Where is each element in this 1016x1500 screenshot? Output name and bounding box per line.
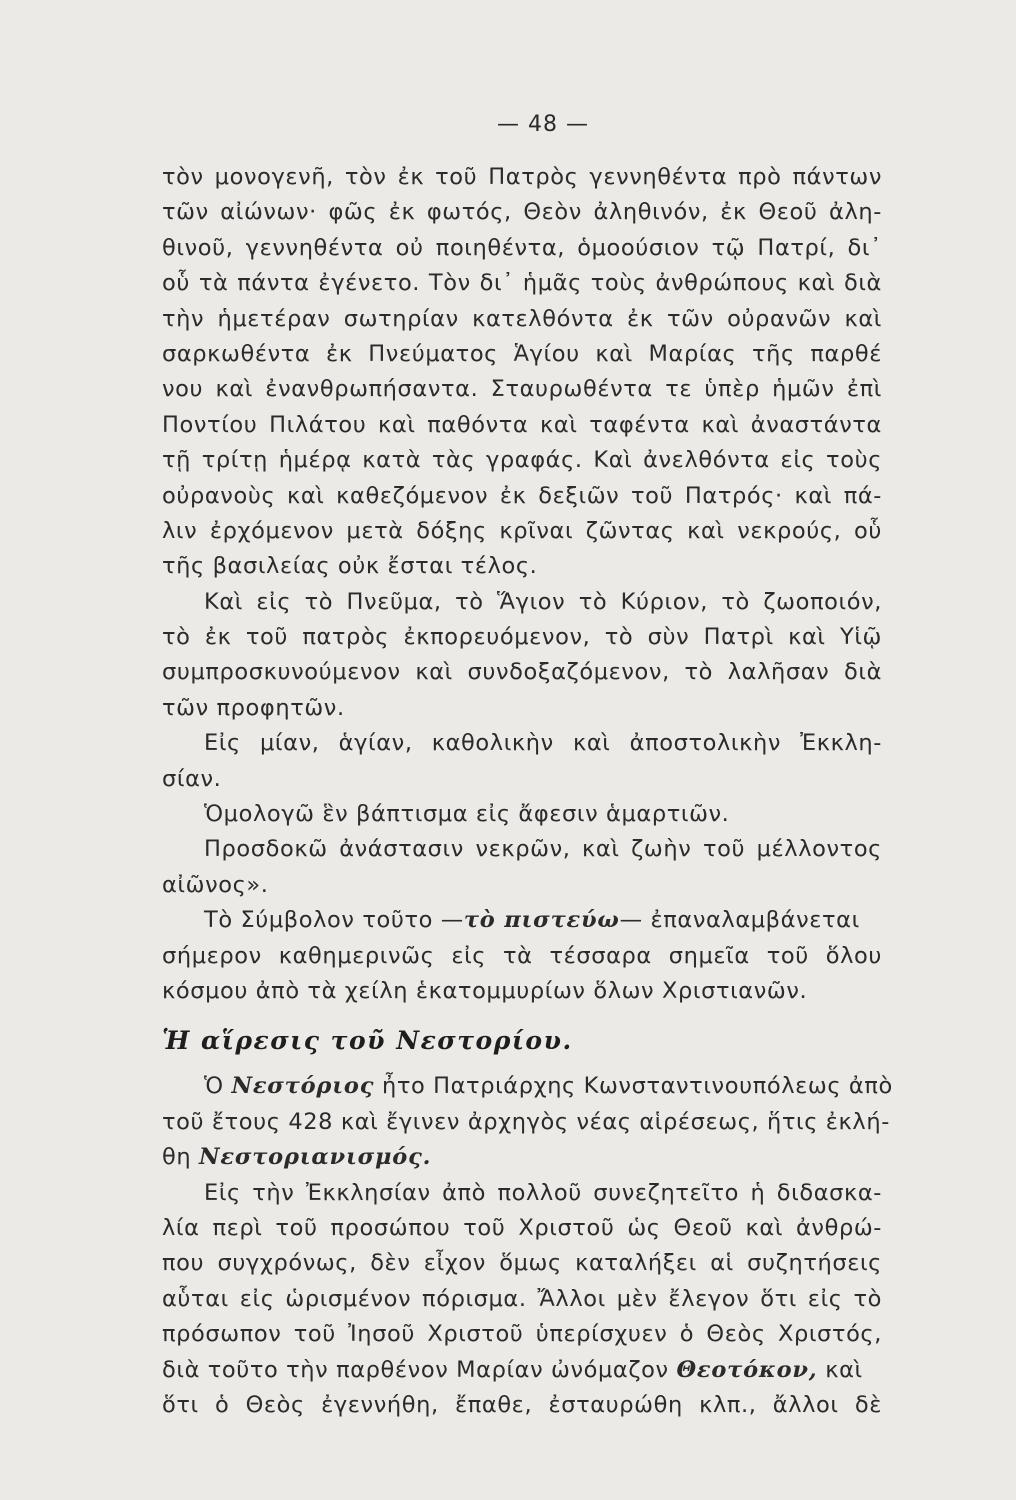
text-line: νου καὶ ἐνανθρωπήσαντα. Σταυρωθέντα τε ὑπὲρ ἡμῶν ἐπὶ [162,376,882,403]
text-line: Καὶ εἰς τὸ Πνεῦμα, τὸ Ἅγιον τὸ Κύριον, τὸ ζωοποιόν, [204,588,882,615]
emphasis-nestorios: Νεστόριος [231,1073,375,1100]
text-line: τοῦ ἔτους 428 καὶ ἔγινεν ἀρχηγὸς νέας αἱρέσεως, ἥτις ἐκλή- [162,1108,890,1135]
text-line: Ποντίου Πιλάτου καὶ παθόντα καὶ ταφέντα καὶ ἀναστάντα [162,411,882,438]
text-line: σήμερον καθημερινῶς εἰς τὰ τέσσαρα σημεῖα τοῦ ὅλου [162,942,882,969]
text-fragment: Ὁ [204,1073,224,1100]
text-fragment: Τὸ Σύμβολον τοῦτο — [204,907,464,934]
text-line: αὗται εἰς ὡρισμένον πόρισμα. Ἄλλοι μὲν ἔλεγον ὅτι εἰς τὸ [162,1285,882,1312]
text-line: τῶν προφητῶν. [162,694,345,721]
body-text [162,160,893,1423]
text-line: Εἰς τὴν Ἐκκλησίαν ἀπὸ πολλοῦ συνεζητεῖτο ἡ διδασκα- [204,1179,882,1206]
text-line: λιν ἐρχόμενον μετὰ δόξης κρῖναι ζῶντας καὶ νεκρούς, οὗ [162,517,882,544]
text-line: Προσδοκῶ ἀνάστασιν νεκρῶν, καὶ ζωὴν τοῦ μέλλοντος [204,836,882,863]
text-line [162,1353,882,1388]
text-fragment: καὶ [825,1356,863,1383]
text-line [162,903,882,938]
text-fragment: διὰ τοῦτο τὴν παρθένον Μαρίαν ὠνόμαζον [162,1356,669,1383]
text-line: τῆς βασιλείας οὐκ ἔσται τέλος. [162,553,538,580]
text-line: κόσμου ἀπὸ τὰ χείλη ἑκατομμυρίων ὅλων Χριστιανῶν. [162,977,808,1004]
text-line [162,1140,882,1175]
text-line: συμπροσκυνούμενον καὶ συνδοξαζόμενον, τὸ λαλῆσαν διὰ [162,659,882,686]
emphasis-creed: τὸ πιστεύω [463,907,620,934]
text-fragment: ἦτο Πατριάρχης Κωνσταντινουπόλεως ἀπὸ [381,1073,893,1100]
section-heading: Ἡ αἵρεσις τοῦ Νεστορίου. [162,1026,573,1056]
text-line: θινοῦ, γεννηθέντα οὐ ποιηθέντα, ὁμοούσιον τῷ Πατρί, δι᾿ [162,234,882,261]
text-line: Εἰς μίαν, ἁγίαν, καθολικὴν καὶ ἀποστολικὴν Ἐκκλη- [204,730,882,757]
text-fragment: — ἐπαναλαμβάνεται [619,907,860,934]
text-line: οὐρανοὺς καὶ καθεζόμενον ἐκ δεξιῶν τοῦ Πατρός· καὶ πά- [162,482,882,509]
text-line: πρόσωπον τοῦ Ἰησοῦ Χριστοῦ ὑπερίσχυεν ὁ Θεὸς Χριστός, [162,1321,882,1348]
text-fragment: θη [162,1144,192,1171]
text-line: που συγχρόνως, δὲν εἶχον ὅμως καταλήξει αἱ συζητήσεις [162,1250,882,1277]
text-line: τὸν μονογενῆ, τὸν ἐκ τοῦ Πατρὸς γεννηθέντα πρὸ πάντων [162,164,882,190]
text-line [162,1069,893,1104]
text-line: οὗ τὰ πάντα ἐγένετο. Τὸν δι᾿ ἡμᾶς τοὺς ἀνθρώπους καὶ διὰ [162,270,882,297]
page-number: — 48 — [497,112,589,137]
emphasis-nestorianism: Νεστοριανισμός. [199,1144,432,1171]
text-line: αἰῶνος». [162,871,269,898]
text-line: σίαν. [162,765,222,792]
text-line: ὅτι ὁ Θεὸς ἐγεννήθη, ἔπαθε, ἐσταυρώθη κλπ., ἄλλοι δὲ [162,1391,882,1418]
text-line: τῇ τρίτῃ ἡμέρᾳ κατὰ τὰς γραφάς. Καὶ ἀνελθόντα εἰς τοὺς [162,447,882,474]
text-line: σαρκωθέντα ἐκ Πνεύματος Ἁγίου καὶ Μαρίας τῆς παρθέ [162,340,882,367]
text-line: τῶν αἰώνων· φῶς ἐκ φωτός, Θεὸν ἀληθινόν, ἐκ Θεοῦ ἀλη- [162,199,882,226]
text-line: λία περὶ τοῦ προσώπου τοῦ Χριστοῦ ὡς Θεοῦ καὶ ἀνθρώ- [162,1214,882,1241]
text-line: τὴν ἡμετέραν σωτηρίαν κατελθόντα ἐκ τῶν οὐρανῶν καὶ [162,305,882,332]
text-line: τὸ ἐκ τοῦ πατρὸς ἐκπορευόμενον, τὸ σὺν Πατρὶ καὶ Υἱῷ [162,624,882,651]
emphasis-theotokos: Θεοτόκον, [676,1356,818,1383]
text-line: Ὁμολογῶ ἓν βάπτισμα εἰς ἄφεσιν ἁμαρτιῶν. [204,801,730,828]
